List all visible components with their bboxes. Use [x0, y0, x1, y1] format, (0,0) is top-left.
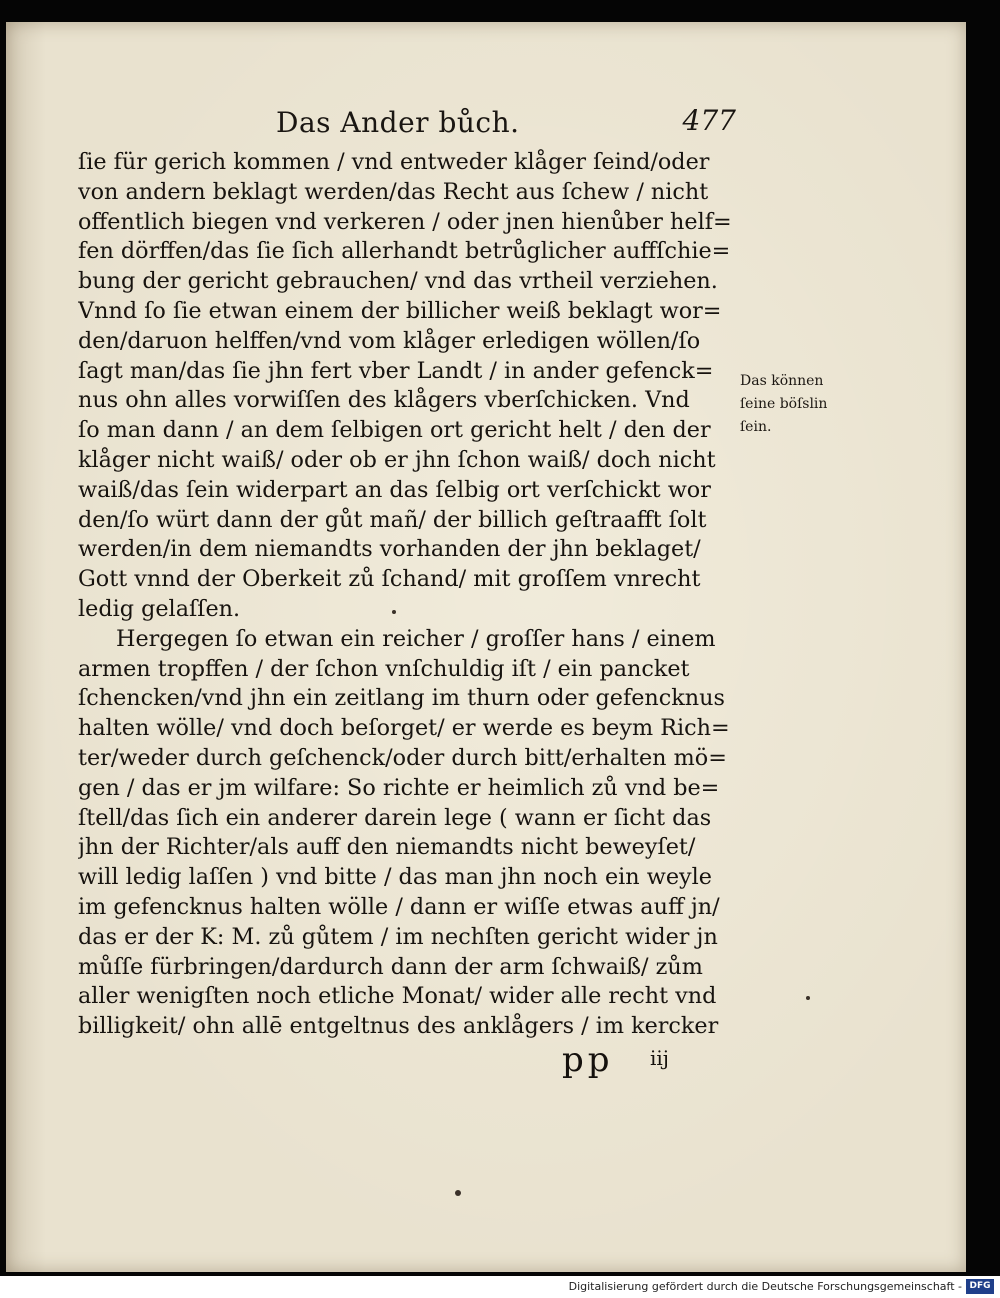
text-line: nus ohn alles vorwiſſen des klågers vberſchicken. Vnd	[78, 387, 690, 414]
page-number: 477	[682, 104, 736, 137]
ink-speck	[392, 610, 396, 614]
text-line: ſtell/das ſich ein anderer darein lege ( wann er ſicht das	[78, 804, 712, 831]
text-line: aller wenigſten noch etliche Monat/ wider alle recht vnd	[78, 983, 717, 1010]
footer-bar	[0, 1276, 1000, 1298]
text-line: offentlich biegen vnd verkeren / oder jnen hienůber helf=	[78, 208, 732, 235]
text-line: klåger nicht waiß/ oder ob er jhn ſchon waiß/ doch nicht	[78, 446, 716, 473]
text-line: gen / das er jm wilfare: So richte er heimlich zů vnd be=	[78, 774, 720, 801]
text-line: will ledig laſſen ) vnd bitte / das man jhn noch ein weyle	[78, 864, 712, 891]
ink-speck	[806, 996, 810, 1000]
text-line: das er der K: M. zů gůtem / im nechſten gericht wider jn	[78, 923, 718, 950]
text-line: ſie für gerich kommen / vnd entweder klåger ſeind/oder	[78, 149, 710, 175]
text-line: bung der gericht gebrauchen/ vnd das vrtheil verziehen.	[78, 268, 718, 295]
text-line: ſchencken/vnd jhn ein zeitlang im thurn oder gefencknus	[78, 685, 725, 712]
text-line: den/ſo würt dann der gůt mañ/ der billich geſtraafft ſolt	[78, 506, 707, 533]
text-line: Vnnd ſo ſie etwan einem der billicher weiß beklagt wor=	[78, 297, 722, 324]
dfg-logo: DFG	[966, 1279, 994, 1294]
marginal-note-line: Das können	[740, 373, 824, 389]
running-head	[266, 100, 736, 144]
text-line: von andern beklagt werden/das Recht aus ſchew / nicht	[78, 178, 709, 205]
text-line: im gefencknus halten wölle / dann er wiſſe etwas auff jn/	[78, 893, 720, 920]
running-title: Das Ander bůch.	[276, 106, 520, 139]
marginal-note-line: ſein.	[740, 419, 772, 435]
signature-mark: pp	[562, 1040, 614, 1080]
signature-folio: iij	[650, 1046, 669, 1070]
text-line: fen dörffen/das ſie ſich allerhandt betrůglicher auffſchie=	[78, 238, 731, 265]
text-line: můſſe fürbringen/dardurch dann der arm ſchwaiß/ zům	[78, 953, 703, 980]
body-text	[78, 148, 758, 1042]
marginal-note	[740, 370, 860, 439]
text-line: halten wölle/ vnd doch beſorget/ er werde es beym Rich=	[78, 715, 730, 742]
text-line: werden/in dem niemandts vorhanden der jhn beklaget/	[78, 536, 701, 563]
marginal-note-line: ſeine böſslin	[740, 396, 828, 412]
text-line: ſo man dann / an dem ſelbigen ort gericht helt / den der	[78, 417, 711, 444]
text-line: ledig gelaſſen.	[78, 595, 241, 622]
text-line: billigkeit/ ohn allē entgeltnus des anklågers / im kercker	[78, 1013, 719, 1040]
text-line: den/daruon helffen/vnd vom klåger erledigen wöllen/ſo	[78, 327, 701, 354]
paragraph-start-line: Hergegen ſo etwan ein reicher / groſſer hans / einem	[116, 625, 716, 652]
funding-credit: Digitalisierung gefördert durch die Deutsche Forschungsgemeinschaft -	[568, 1280, 962, 1293]
text-line: jhn der Richter/als auff den niemandts nicht beweyſet/	[78, 834, 696, 861]
text-line: ter/weder durch geſchenck/oder durch bitt/erhalten mö=	[78, 744, 727, 771]
text-line: armen tropffen / der ſchon vnſchuldig iſt / ein pancket	[78, 655, 690, 682]
ink-speck	[455, 1190, 461, 1196]
text-line: ſagt man/das ſie jhn fert vber Landt / in ander gefenck=	[78, 357, 714, 384]
text-line: waiß/das ſein widerpart an das ſelbig ort verſchickt wor	[78, 476, 711, 503]
text-line: Gott vnnd der Oberkeit zů ſchand/ mit groſſem vnrecht	[78, 566, 701, 593]
